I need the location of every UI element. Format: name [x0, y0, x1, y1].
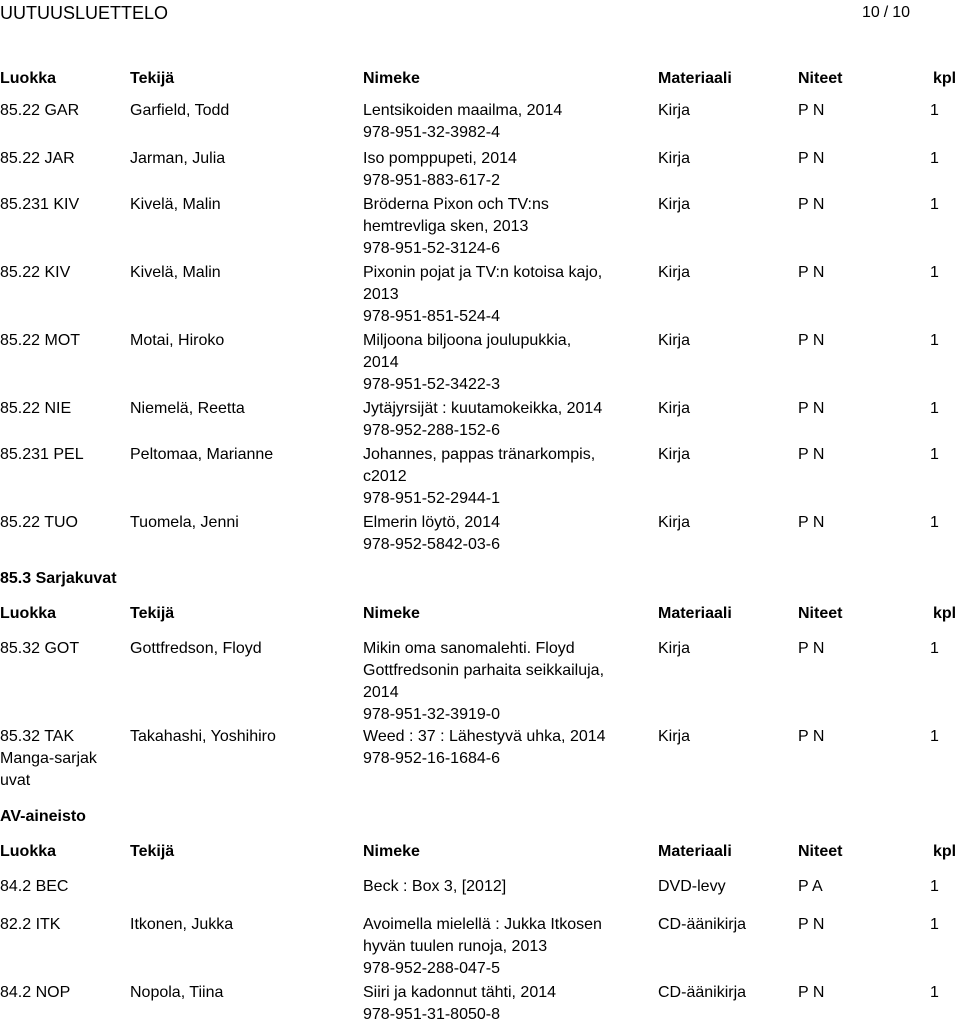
cell-nimeke — [363, 444, 653, 510]
cell-tekija: Gottfredson, Floyd — [130, 640, 262, 657]
cell-niteet: P A — [798, 878, 823, 895]
cell-kpl: 1 — [930, 878, 939, 895]
column-header-materiaali: Materiaali — [658, 843, 732, 860]
column-header-nimeke: Nimeke — [363, 843, 420, 860]
cell-niteet: P N — [798, 264, 825, 281]
table-row — [0, 262, 960, 328]
luokka-line: 85.22 KIV — [0, 264, 71, 281]
table-row — [0, 194, 960, 260]
cell-luokka — [0, 726, 125, 792]
cell-materiaali: Kirja — [658, 196, 691, 213]
cell-niteet: P N — [798, 150, 825, 167]
cell-nimeke — [363, 148, 653, 192]
cell-nimeke — [363, 398, 653, 442]
table-row — [0, 914, 960, 980]
table-row — [0, 726, 960, 792]
cell-nimeke — [363, 512, 653, 556]
cell-materiaali: DVD-levy — [658, 878, 726, 895]
cell-kpl: 1 — [930, 150, 939, 167]
nimeke-line: 978-952-5842-03-6 — [363, 536, 500, 553]
nimeke-line: 2014 — [363, 684, 399, 701]
luokka-line: Manga-sarjak — [0, 750, 97, 767]
cell-nimeke — [363, 726, 653, 770]
column-header-tekija: Tekijä — [130, 843, 175, 860]
cell-niteet: P N — [798, 916, 825, 933]
luokka-line: 85.32 GOT — [0, 640, 80, 657]
luokka-line: 84.2 BEC — [0, 878, 69, 895]
page-title: UUTUUSLUETTELO — [0, 3, 169, 23]
nimeke-line: hyvän tuulen runoja, 2013 — [363, 938, 548, 955]
nimeke-line: Elmerin löytö, 2014 — [363, 514, 500, 531]
nimeke-line: Beck : Box 3, [2012] — [363, 878, 507, 895]
table-row — [0, 876, 960, 898]
cell-niteet: P N — [798, 984, 825, 1001]
section-title: AV-aineisto — [0, 808, 86, 825]
cell-kpl: 1 — [930, 916, 939, 933]
nimeke-line: Iso pomppupeti, 2014 — [363, 150, 517, 167]
cell-nimeke — [363, 638, 653, 726]
cell-tekija: Tuomela, Jenni — [130, 514, 239, 531]
luokka-line: 84.2 NOP — [0, 984, 71, 1001]
column-header-materiaali: Materiaali — [658, 70, 732, 87]
table-row — [0, 330, 960, 396]
cell-niteet: P N — [798, 196, 825, 213]
nimeke-line: 978-951-31-8050-8 — [363, 1006, 500, 1023]
cell-kpl: 1 — [930, 264, 939, 281]
cell-kpl: 1 — [930, 332, 939, 349]
luokka-line: 85.22 MOT — [0, 332, 81, 349]
cell-kpl: 1 — [930, 446, 939, 463]
table-row — [0, 638, 960, 726]
nimeke-line: 2014 — [363, 354, 399, 371]
page-current: 10 — [862, 4, 880, 21]
luokka-line: 85.231 PEL — [0, 446, 84, 463]
table-row — [0, 148, 960, 192]
cell-materiaali: Kirja — [658, 150, 691, 167]
cell-luokka — [0, 982, 125, 1004]
cell-nimeke — [363, 330, 653, 396]
nimeke-line: Siiri ja kadonnut tähti, 2014 — [363, 984, 557, 1001]
cell-luokka — [0, 876, 125, 898]
nimeke-line: Miljoona biljoona joulupukkia, — [363, 332, 572, 349]
cell-nimeke — [363, 262, 653, 328]
cell-materiaali: CD-äänikirja — [658, 916, 747, 933]
cell-tekija: Takahashi, Yoshihiro — [130, 728, 276, 745]
column-header-luokka: Luokka — [0, 70, 57, 87]
table-header — [0, 841, 960, 863]
cell-materiaali: CD-äänikirja — [658, 984, 747, 1001]
cell-kpl: 1 — [930, 728, 939, 745]
nimeke-line: 978-951-52-3124-6 — [363, 240, 500, 257]
table-row — [0, 100, 960, 144]
table-row — [0, 444, 960, 510]
cell-nimeke — [363, 194, 653, 260]
cell-luokka — [0, 194, 125, 216]
nimeke-line: 978-952-288-152-6 — [363, 422, 500, 439]
cell-materiaali: Kirja — [658, 446, 691, 463]
luokka-line: 85.22 TUO — [0, 514, 78, 531]
table-header — [0, 603, 960, 625]
luokka-line: uvat — [0, 772, 31, 789]
nimeke-line: Weed : 37 : Lähestyvä uhka, 2014 — [363, 728, 606, 745]
cell-kpl: 1 — [930, 102, 939, 119]
cell-tekija: Nopola, Tiina — [130, 984, 224, 1001]
section-title: 85.3 Sarjakuvat — [0, 570, 117, 587]
cell-niteet: P N — [798, 400, 825, 417]
cell-luokka — [0, 398, 125, 420]
nimeke-line: Pixonin pojat ja TV:n kotoisa kajo, — [363, 264, 603, 281]
nimeke-line: Johannes, pappas tränarkompis, — [363, 446, 596, 463]
cell-materiaali: Kirja — [658, 264, 691, 281]
cell-luokka — [0, 262, 125, 284]
column-header-nimeke: Nimeke — [363, 70, 420, 87]
table-header — [0, 68, 960, 90]
cell-niteet: P N — [798, 640, 825, 657]
nimeke-line: 978-951-32-3982-4 — [363, 124, 500, 141]
table-row — [0, 398, 960, 442]
nimeke-line: hemtrevliga sken, 2013 — [363, 218, 529, 235]
luokka-line: 85.32 TAK — [0, 728, 75, 745]
column-header-luokka: Luokka — [0, 843, 57, 860]
cell-tekija: Kivelä, Malin — [130, 264, 221, 281]
cell-niteet: P N — [798, 728, 825, 745]
cell-nimeke — [363, 982, 653, 1026]
nimeke-line: 2013 — [363, 286, 399, 303]
luokka-line: 85.22 NIE — [0, 400, 72, 417]
nimeke-line: 978-952-16-1684-6 — [363, 750, 500, 767]
cell-kpl: 1 — [930, 196, 939, 213]
cell-nimeke — [363, 100, 653, 144]
cell-tekija: Kivelä, Malin — [130, 196, 221, 213]
cell-luokka — [0, 330, 125, 352]
cell-luokka — [0, 512, 125, 534]
cell-tekija: Niemelä, Reetta — [130, 400, 245, 417]
column-header-kpl: kpl — [933, 843, 957, 860]
luokka-line: 85.22 GAR — [0, 102, 80, 119]
nimeke-line: 978-951-32-3919-0 — [363, 706, 500, 723]
column-header-tekija: Tekijä — [130, 605, 175, 622]
column-header-nimeke: Nimeke — [363, 605, 420, 622]
cell-luokka — [0, 444, 125, 466]
cell-tekija: Jarman, Julia — [130, 150, 226, 167]
nimeke-line: Jytäjyrsijät : kuutamokeikka, 2014 — [363, 400, 603, 417]
luokka-line: 82.2 ITK — [0, 916, 61, 933]
nimeke-line: Gottfredsonin parhaita seikkailuja, — [363, 662, 605, 679]
cell-niteet: P N — [798, 514, 825, 531]
page-separator: / — [883, 4, 889, 21]
cell-materiaali: Kirja — [658, 514, 691, 531]
luokka-line: 85.231 KIV — [0, 196, 80, 213]
cell-materiaali: Kirja — [658, 332, 691, 349]
cell-kpl: 1 — [930, 984, 939, 1001]
cell-kpl: 1 — [930, 514, 939, 531]
cell-luokka — [0, 638, 125, 660]
column-header-kpl: kpl — [933, 70, 957, 87]
cell-tekija: Motai, Hiroko — [130, 332, 225, 349]
column-header-tekija: Tekijä — [130, 70, 175, 87]
cell-kpl: 1 — [930, 400, 939, 417]
column-header-niteet: Niteet — [798, 70, 843, 87]
cell-kpl: 1 — [930, 640, 939, 657]
luokka-line: 85.22 JAR — [0, 150, 75, 167]
cell-niteet: P N — [798, 446, 825, 463]
nimeke-line: 978-952-288-047-5 — [363, 960, 500, 977]
cell-materiaali: Kirja — [658, 728, 691, 745]
table-row — [0, 512, 960, 556]
column-header-niteet: Niteet — [798, 605, 843, 622]
cell-tekija: Garfield, Todd — [130, 102, 230, 119]
nimeke-line: c2012 — [363, 468, 407, 485]
cell-luokka — [0, 148, 125, 170]
cell-niteet: P N — [798, 332, 825, 349]
table-row — [0, 982, 960, 1026]
cell-materiaali: Kirja — [658, 400, 691, 417]
cell-luokka — [0, 914, 125, 936]
cell-tekija: Itkonen, Jukka — [130, 916, 234, 933]
page-number — [862, 2, 910, 24]
nimeke-line: Mikin oma sanomalehti. Floyd — [363, 640, 575, 657]
cell-nimeke — [363, 876, 653, 898]
column-header-luokka: Luokka — [0, 605, 57, 622]
cell-nimeke — [363, 914, 653, 980]
column-header-kpl: kpl — [933, 605, 957, 622]
nimeke-line: 978-951-52-2944-1 — [363, 490, 500, 507]
column-header-niteet: Niteet — [798, 843, 843, 860]
nimeke-line: 978-951-851-524-4 — [363, 308, 500, 325]
cell-niteet: P N — [798, 102, 825, 119]
nimeke-line: Avoimella mielellä : Jukka Itkosen — [363, 916, 602, 933]
cell-materiaali: Kirja — [658, 640, 691, 657]
cell-tekija: Peltomaa, Marianne — [130, 446, 274, 463]
nimeke-line: 978-951-883-617-2 — [363, 172, 500, 189]
cell-materiaali: Kirja — [658, 102, 691, 119]
page-total: 10 — [892, 4, 911, 21]
nimeke-line: Bröderna Pixon och TV:ns — [363, 196, 549, 213]
nimeke-line: 978-951-52-3422-3 — [363, 376, 500, 393]
column-header-materiaali: Materiaali — [658, 605, 732, 622]
nimeke-line: Lentsikoiden maailma, 2014 — [363, 102, 563, 119]
cell-luokka — [0, 100, 125, 122]
